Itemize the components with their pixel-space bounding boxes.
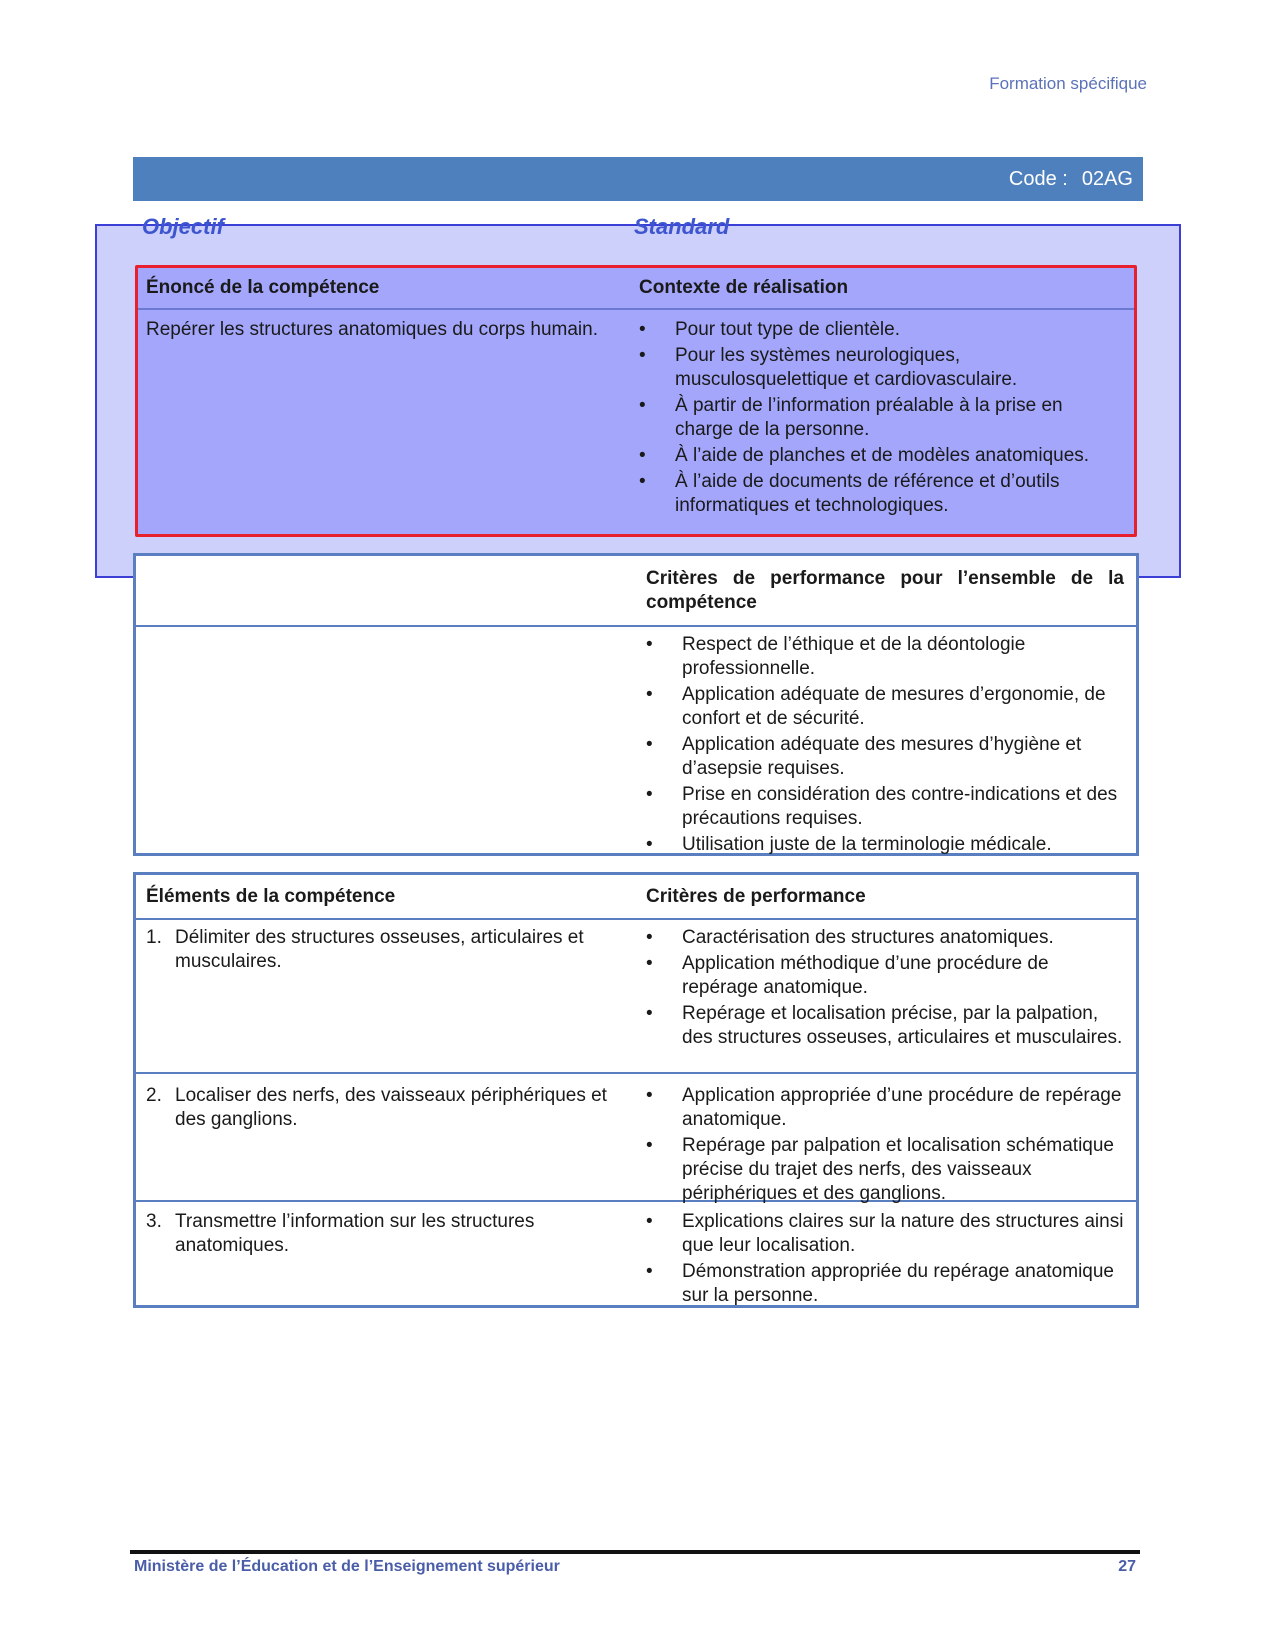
code-bar	[133, 157, 1143, 201]
element-criteria-list	[646, 1210, 1124, 1308]
element-row	[136, 1072, 1136, 1204]
context-item: • À l’aide de documents de référence et d’outils informatiques et technologiques.	[639, 471, 1060, 516]
competence-heading: Énoncé de la compétence	[146, 277, 380, 298]
page-footer	[134, 1558, 1136, 1576]
global-criteria-list	[646, 633, 1124, 857]
footer-divider	[130, 1550, 1140, 1554]
footer-ministry: Ministère de l’Éducation et de l’Enseignement supérieur	[134, 1558, 560, 1575]
elements-criteria-heading: Critères de performance	[646, 885, 866, 907]
context-item: • À l’aide de planches et de modèles anatomiques.	[639, 445, 1090, 466]
elements-table	[133, 872, 1139, 1308]
global-criteria-body-row	[136, 627, 1136, 859]
global-criteria-item: • Utilisation juste de la terminologie médicale.	[646, 834, 1052, 855]
objective-label: Objectif	[142, 214, 224, 239]
footer-page-number: 27	[1118, 1558, 1136, 1575]
context-heading: Contexte de réalisation	[639, 277, 849, 298]
element-text: 2. Localiser des nerfs, des vaisseaux périphériques et des ganglions.	[146, 1085, 607, 1130]
context-item: • À partir de l’information préalable à la prise en charge de la personne.	[639, 395, 1063, 440]
global-criteria-header-row	[136, 556, 1136, 627]
global-criteria-item: • Prise en considération des contre-indications et des précautions requises.	[646, 784, 1118, 829]
competence-header-row	[138, 268, 1134, 310]
element-criteria-list	[646, 1084, 1124, 1206]
global-criteria-item: • Application adéquate de mesures d’ergonomie, de confort et de sécurité.	[646, 684, 1106, 729]
code-value: 02AG	[1081, 167, 1133, 190]
element-row	[136, 920, 1136, 1072]
standard-label: Standard	[634, 214, 730, 239]
element-criterion: • Application méthodique d’une procédure de repérage anatomique.	[646, 953, 1049, 998]
element-criterion: • Repérage et localisation précise, par la palpation, des structures osseuses, articulaires et musculaires.	[646, 1003, 1123, 1048]
code-label: Code :	[1008, 167, 1068, 190]
context-item: • Pour les systèmes neurologiques, musculosquelettique et cardiovasculaire.	[639, 345, 1018, 390]
elements-header-row	[136, 875, 1136, 920]
element-criterion: • Application appropriée d’une procédure de repérage anatomique.	[646, 1085, 1122, 1130]
context-item: • Pour tout type de clientèle.	[639, 319, 900, 340]
element-text: 3. Transmettre l’information sur les structures anatomiques.	[146, 1211, 535, 1256]
global-criteria-table	[133, 553, 1139, 856]
element-text: 1. Délimiter des structures osseuses, articulaires et musculaires.	[146, 927, 584, 972]
element-criterion: • Repérage par palpation et localisation schématique précise du trajet des nerfs, des vaisseaux périphériques et des ganglions.	[646, 1135, 1114, 1204]
element-criterion: • Caractérisation des structures anatomiques.	[646, 927, 1054, 948]
global-criteria-item: • Application adéquate des mesures d’hygiène et d’asepsie requises.	[646, 734, 1082, 779]
elements-heading: Éléments de la compétence	[146, 885, 396, 907]
element-row	[136, 1200, 1136, 1310]
element-criteria-list	[646, 926, 1124, 1050]
competence-statement-box	[135, 265, 1137, 537]
global-criteria-item: • Respect de l’éthique et de la déontologie professionnelle.	[646, 634, 1026, 679]
element-criterion: • Explications claires sur la nature des structures ainsi que leur localisation.	[646, 1211, 1124, 1256]
competence-statement: Repérer les structures anatomiques du corps humain.	[146, 319, 599, 340]
page-header-section: Formation spécifique	[989, 74, 1147, 93]
global-criteria-heading: Critères de performance pour l’ensemble de la compétence	[646, 567, 1124, 613]
element-criterion: • Démonstration appropriée du repérage anatomique sur la personne.	[646, 1261, 1114, 1306]
context-list	[639, 318, 1108, 518]
competence-body-row	[138, 310, 1134, 520]
